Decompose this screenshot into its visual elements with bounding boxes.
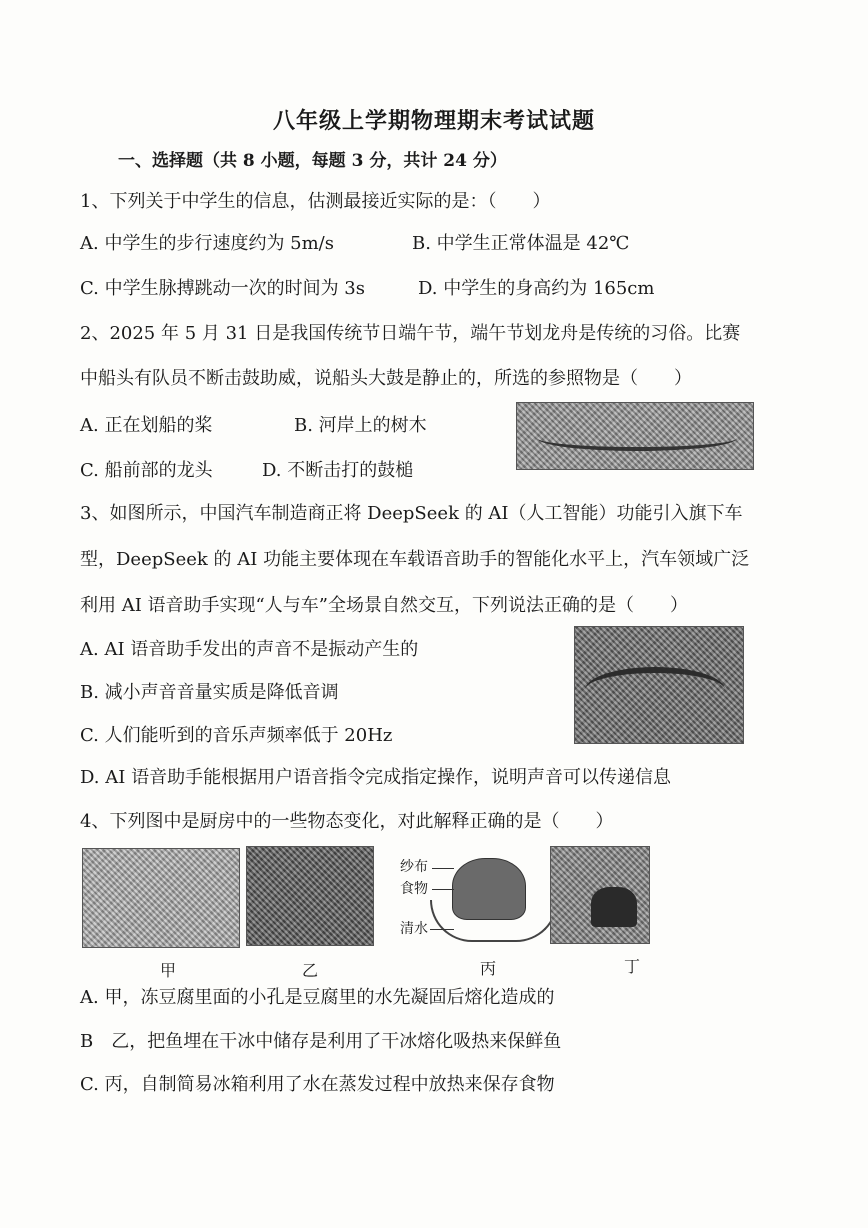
question-2-option-b: B. 河岸上的树木: [294, 415, 427, 436]
food-label: 食物: [400, 881, 428, 897]
car-shape: [585, 667, 725, 713]
question-4-option-c: C. 丙，自制简易冰箱利用了水在蒸发过程中放热来保存食物: [80, 1074, 555, 1095]
question-4-stem: 4、下列图中是厨房中的一些物态变化，对此解释正确的是（ ）: [80, 811, 614, 832]
gauze-label: 纱布: [400, 859, 428, 875]
question-1-stem: 1、下列关于中学生的信息，估测最接近实际的是：（ ）: [80, 191, 551, 212]
question-1-option-a: A. 中学生的步行速度约为 5m/s: [80, 233, 334, 254]
question-1-option-d: D. 中学生的身高约为 165cm: [418, 278, 655, 299]
page-title: 八年级上学期物理期末考试试题: [272, 108, 595, 134]
question-4-option-b: B 乙，把鱼埋在干冰中储存是利用了干冰熔化吸热来保鲜鱼: [80, 1031, 562, 1052]
car-photo: [574, 626, 744, 744]
question-3-stem-line-1: 3、如图所示，中国汽车制造商正将 DeepSeek 的 AI（人工智能）功能引入旗下车: [80, 503, 743, 524]
question-1-option-c: C. 中学生脉搏跳动一次的时间为 3s: [80, 278, 365, 299]
question-4-option-a: A. 甲，冻豆腐里面的小孔是豆腐里的水先凝固后熔化造成的: [80, 987, 555, 1008]
question-3-option-b: B. 减小声音音量实质是降低音调: [80, 682, 339, 703]
fish-dry-ice-photo: [246, 846, 374, 946]
question-3-stem-line-3: 利用 AI 语音助手实现“人与车”全场景自然交互，下列说法正确的是（ ）: [80, 595, 688, 616]
question-3-option-c: C. 人们能听到的音乐声频率低于 20Hz: [80, 725, 393, 746]
question-2-stem-line-1: 2、2025 年 5 月 31 日是我国传统节日端午节，端午节划龙舟是传统的习俗。比赛: [80, 323, 741, 344]
water-label: 清水: [400, 921, 428, 937]
question-2-stem-line-2: 中船头有队员不断击鼓助威，说船头大鼓是静止的，所选的参照物是（ ）: [80, 368, 692, 389]
water-leader: [430, 929, 454, 930]
gauze-leader: [432, 868, 454, 869]
caption-jia: 甲: [160, 961, 177, 980]
dragon-boat-photo: [516, 402, 754, 470]
question-3-option-d: D. AI 语音助手能根据用户语音指令完成指定操作，说明声音可以传递信息: [80, 767, 672, 788]
section-heading: 一、选择题（共 8 小题，每题 3 分，共计 24 分）: [118, 151, 507, 171]
caption-yi: 乙: [302, 961, 319, 980]
question-3-option-a: A. AI 语音助手发出的声音不是振动产生的: [80, 639, 419, 660]
question-1-option-b: B. 中学生正常体温是 42℃: [412, 233, 630, 254]
caption-bing: 丙: [480, 959, 497, 978]
kettle-shape: [591, 887, 637, 927]
kettle-photo: [550, 846, 650, 944]
frozen-tofu-photo: [82, 848, 240, 948]
boat-shape: [537, 425, 737, 451]
question-2-option-d: D. 不断击打的鼓槌: [262, 460, 414, 481]
water-basin: [430, 900, 558, 942]
question-2-option-a: A. 正在划船的桨: [80, 415, 213, 436]
caption-ding: 丁: [624, 957, 641, 976]
question-2-option-c: C. 船前部的龙头: [80, 460, 213, 481]
question-3-stem-line-2: 型，DeepSeek 的 AI 功能主要体现在车载语音助手的智能化水平上，汽车领域广泛: [80, 549, 750, 570]
food-leader: [432, 889, 454, 890]
